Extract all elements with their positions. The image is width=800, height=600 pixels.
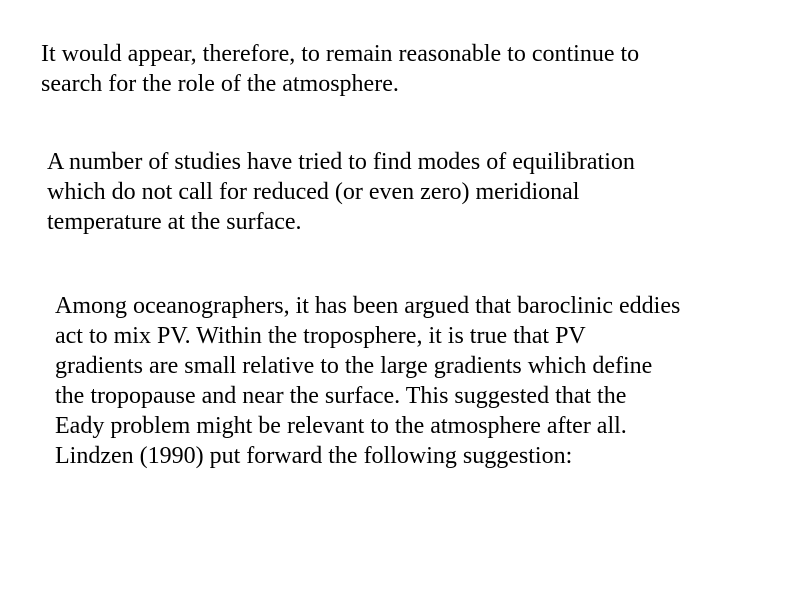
text-line: temperature at the surface.: [47, 209, 302, 235]
text-line: act to mix PV. Within the troposphere, it is true that PV: [55, 323, 586, 349]
text-line: gradients are small relative to the large gradients which define: [55, 353, 653, 379]
text-line: It would appear, therefore, to remain reasonable to continue to: [41, 41, 640, 67]
text-line: Eady problem might be relevant to the atmosphere after all.: [55, 413, 627, 439]
text-line: Among oceanographers, it has been argued that baroclinic eddies: [55, 293, 681, 319]
text-line: search for the role of the atmosphere.: [41, 71, 399, 97]
text-line: which do not call for reduced (or even zero) meridional: [47, 179, 580, 205]
text-line: A number of studies have tried to find modes of equilibration: [47, 149, 635, 175]
text-line: Lindzen (1990) put forward the following suggestion:: [55, 443, 573, 469]
paragraph-pv-mixing: [55, 291, 680, 471]
paragraph-equilibration-studies: [47, 147, 635, 237]
paragraph-reasonable-search: [41, 39, 639, 99]
text-line: the tropopause and near the surface. This suggested that the: [55, 383, 627, 409]
